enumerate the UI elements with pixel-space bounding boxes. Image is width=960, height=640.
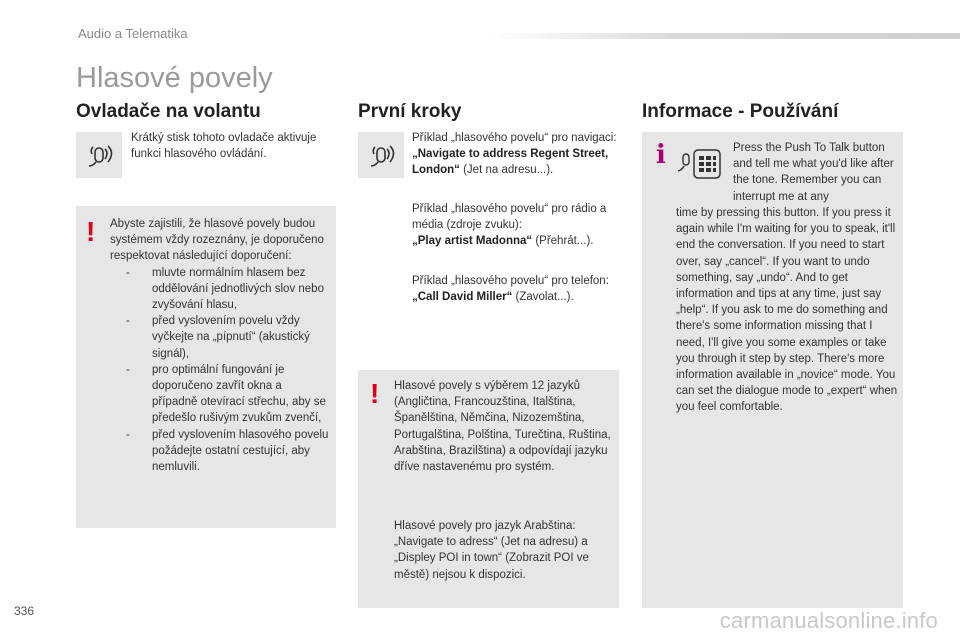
voice-button-box — [358, 132, 404, 178]
voice-command-icon — [76, 132, 122, 178]
col2-title: První kroky — [358, 101, 462, 122]
col1-intro: Krátký stisk tohoto ovladače aktivuje funkci hlasového ovládání. — [131, 132, 317, 161]
arabic-note: Hlasové povely pro jazyk Arabština: „Navigate to adress“ (Jet na adresu) a „Displey POI in town“ (Zobrazit POI ve městě) nejsou k dispozici. — [394, 520, 589, 581]
info-icon: i — [656, 140, 666, 170]
example-phone: Příklad „hlasového povelu“ pro telefon: „Call David Miller“ (Zavolat...). — [412, 275, 609, 304]
bullet-item: - pro optimální fungování je doporučeno zavřít okna a případně otevírací střechu, aby se předešlo rušivým zvukům zvenčí, — [126, 363, 326, 425]
example-navigation: Příklad „hlasového povelu“ pro navigaci: „Navigate to address Regent Street, London“ (Jet na adresu...). — [412, 132, 617, 177]
languages-note: Hlasové povely s výběrem 12 jazyků (Angličtina, Francouzština, Italština, Španělština, Němčina, Nizozemština, Portugalština, Polština, Turečtina, Ruština, Arabština, Brazilština) a odpovídají jazyku dříve nastavenému pro systém. — [394, 380, 611, 474]
example-radio: Příklad „hlasového povelu“ pro rádio a média (zdroje zvuku): „Play artist Madonna“ (Přehrát...). — [412, 203, 607, 248]
voice-command-icon — [676, 142, 726, 186]
section-header: Audio a Telematika — [78, 26, 188, 41]
header-bar — [490, 33, 960, 39]
steering-voice-button-box — [76, 132, 122, 178]
bullet-item: - před vyslovením hlasového povelu požádejte ostatní cestující, aby nemluvili. — [126, 428, 329, 474]
info-text-top: Press the Push To Talk button and tell me what you'd like after the tone. Remember you can interrupt me at any — [733, 142, 894, 203]
info-text-rest: time by pressing this button. If you press it again while I'm waiting for you to speak, it'll end the conversation. If you need to start over, say „cancel“. If you want to undo something, say „undo“. And to get information and tips at any time, just say „help“. If you ask to me do something and there's some information missing that I need, I'll give you some examples or take you through it step by step. There's more information available in „novice“ mode. You can set the dialogue mode to „expert“ when you feel comfortable. — [676, 207, 898, 414]
col1-warning-intro: Abyste zajistili, že hlasové povely budou systémem vždy rozeznány, je doporučeno respektovat následující doporučení: — [110, 218, 324, 263]
warning-exclamation-icon: ! — [86, 216, 96, 247]
watermark: carmanualsonline.info — [719, 608, 938, 633]
col3-title: Informace - Používání — [642, 101, 839, 122]
col1-title: Ovladače na volantu — [76, 101, 261, 122]
col2-warning-box — [358, 370, 619, 608]
warning-exclamation-icon: ! — [370, 378, 380, 409]
bullet-item: - před vyslovením povelu vždy vyčkejte na „pípnutí“ (akustický signál), — [126, 315, 310, 360]
voice-command-icon — [358, 132, 404, 178]
col3-info-box — [642, 132, 903, 608]
bullet-item: - mluvte normálním hlasem bez oddělování jednotlivých slov nebo zvyšování hlasu, — [126, 266, 324, 312]
page-number: 336 — [14, 604, 35, 618]
col1-warning-box — [76, 206, 336, 528]
page-title: Hlasové povely — [76, 62, 273, 94]
